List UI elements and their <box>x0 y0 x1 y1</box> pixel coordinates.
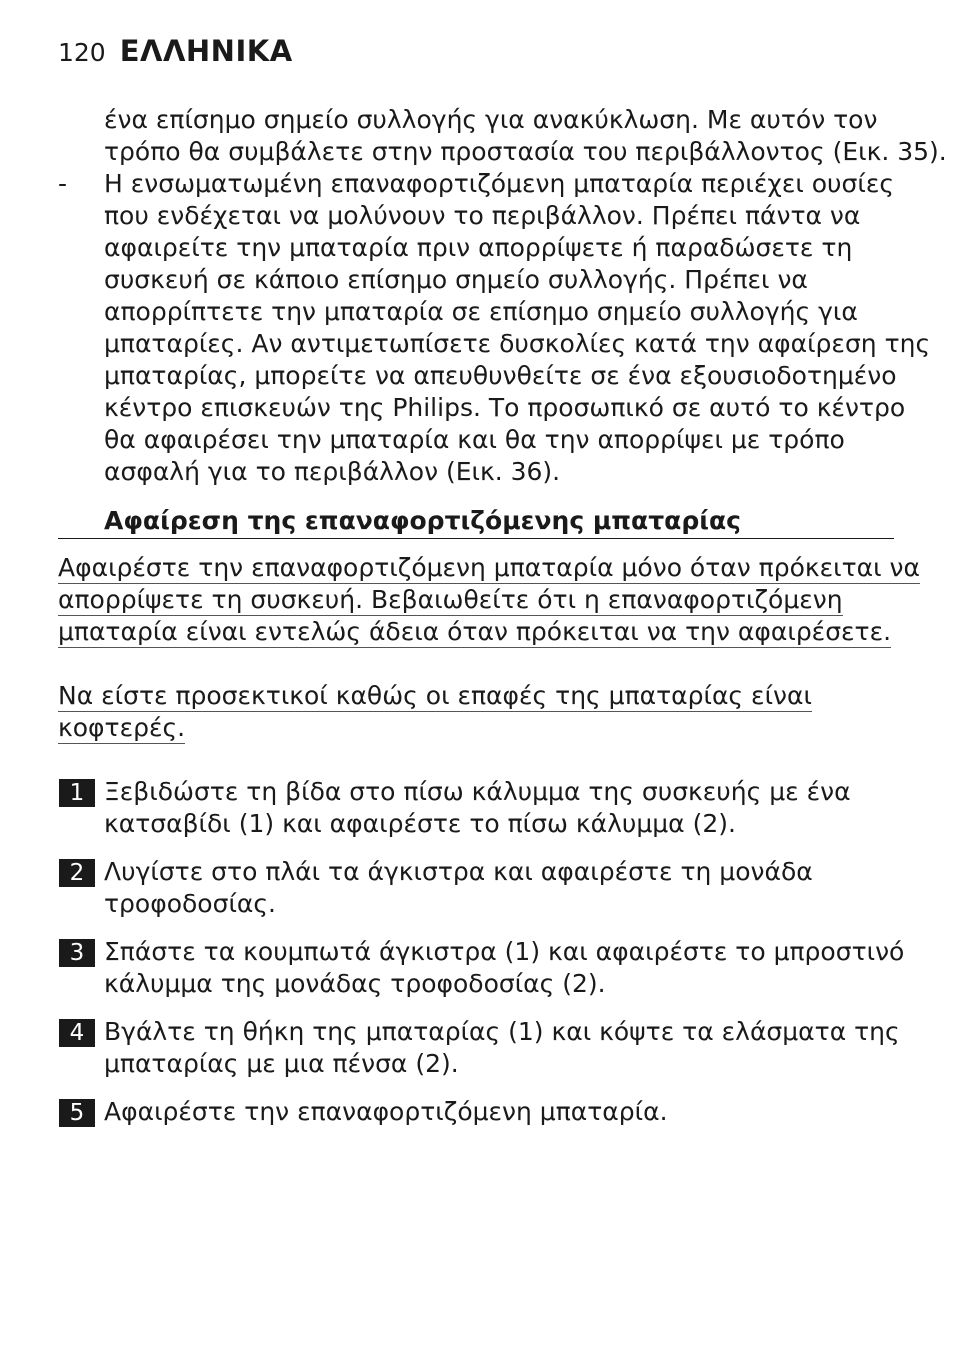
bullet-line: απορρίπτετε την μπαταρία σε επίσημο σημείο συλλογής για <box>104 297 858 326</box>
step-text: κάλυμμα της μονάδας τροφοδοσίας (2). <box>104 969 606 998</box>
bullet-line: Η ενσωματωμένη επαναφορτιζόμενη μπαταρία περιέχει ουσίες <box>104 169 895 198</box>
warning-line: Να είστε προσεκτικοί καθώς οι επαφές της μπαταρίας είναι <box>58 681 812 710</box>
step-text: Βγάλτε τη θήκη της μπαταρίας (1) και κόψτε τα ελάσματα της <box>104 1017 900 1046</box>
step-text: Σπάστε τα κουμπωτά άγκιστρα (1) και αφαιρέστε το μπροστινό <box>104 937 905 966</box>
bullet-line: κέντρο επισκευών της Philips. Το προσωπικό σε αυτό το κέντρο <box>104 393 906 422</box>
step-text: κατσαβίδι (1) και αφαιρέστε το πίσω κάλυμμα (2). <box>104 809 736 838</box>
warning-line: απορρίψετε τη συσκευή. Βεβαιωθείτε ότι η επαναφορτιζόμενη <box>58 585 843 614</box>
step-number-badge: 4 <box>59 1019 95 1047</box>
step-text: μπαταρίας με μια πένσα (2). <box>104 1049 459 1078</box>
bullet-line: συσκευή σε κάποιο επίσημο σημείο συλλογής. Πρέπει να <box>104 265 808 294</box>
step-number-badge: 1 <box>59 779 95 807</box>
step-number-badge: 5 <box>59 1099 95 1127</box>
bullet-line: θα αφαιρέσει την μπαταρία και θα την απορρίψει με τρόπο <box>104 425 845 454</box>
page-number: 120 <box>58 38 106 67</box>
page-header <box>58 34 293 74</box>
step-number-badge: 3 <box>59 939 95 967</box>
step-text: Ξεβιδώστε τη βίδα στο πίσω κάλυμμα της συσκευής με ένα <box>104 777 851 806</box>
intro-line: τρόπο θα συμβάλετε στην προστασία του περιβάλλοντος (Εικ. 35). <box>104 137 947 166</box>
bullet-line: ασφαλή για το περιβάλλον (Εικ. 36). <box>104 457 561 486</box>
bullet-line: μπαταρίας, μπορείτε να απευθυνθείτε σε ένα εξουσιοδοτημένο <box>104 361 897 390</box>
warning-line: μπαταρία είναι εντελώς άδεια όταν πρόκειται να την αφαιρέσετε. <box>58 617 892 646</box>
subheading: Αφαίρεση της επαναφορτιζόμενης μπαταρίας <box>104 506 741 535</box>
bullet-marker: - <box>58 169 68 198</box>
step-number-badge: 2 <box>59 859 95 887</box>
warning-line: κοφτερές. <box>58 713 186 742</box>
bullet-line: μπαταρίες. Αν αντιμετωπίσετε δυσκολίες κατά την αφαίρεση της <box>104 329 931 358</box>
step-text: Αφαιρέστε την επαναφορτιζόμενη μπαταρία. <box>104 1097 668 1126</box>
warning-line: Αφαιρέστε την επαναφορτιζόμενη μπαταρία μόνο όταν πρόκειται να <box>58 553 920 582</box>
step-text: Λυγίστε στο πλάι τα άγκιστρα και αφαιρέστε τη μονάδα <box>104 857 813 886</box>
intro-line: ένα επίσημο σημείο συλλογής για ανακύκλωση. Με αυτόν τον <box>104 105 878 134</box>
step-text: τροφοδοσίας. <box>104 889 276 918</box>
section-title: ΕΛΛΗΝΙΚΑ <box>119 34 293 68</box>
bullet-line: που ενδέχεται να μολύνουν το περιβάλλον. Πρέπει πάντα να <box>104 201 861 230</box>
section-divider <box>58 538 894 539</box>
bullet-line: αφαιρείτε την μπαταρία πριν απορρίψετε ή παραδώσετε τη <box>104 233 853 262</box>
